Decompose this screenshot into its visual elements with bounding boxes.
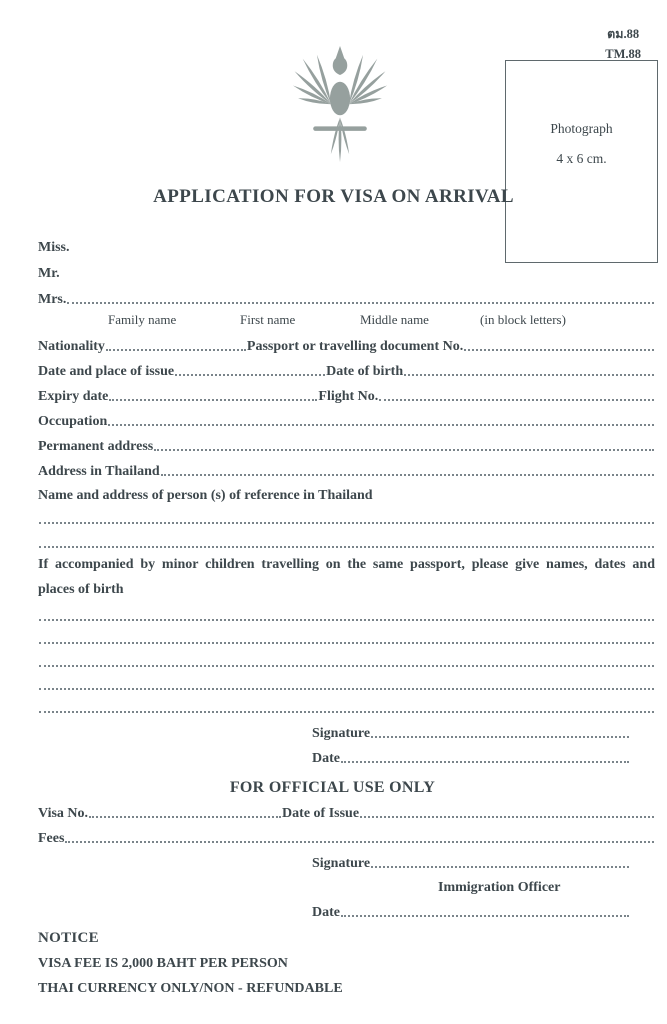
visa-no-label: Visa No. xyxy=(38,806,89,821)
reference-fill-line-2 xyxy=(39,546,654,548)
expiry-date-label: Expiry date xyxy=(38,389,109,404)
children-fill-row-5 xyxy=(38,694,655,717)
expiry-date-fill-line xyxy=(109,399,317,401)
notice-currency-label: THAI CURRENCY ONLY/NON - REFUNDABLE xyxy=(38,981,343,996)
family-name-label: Family name xyxy=(108,312,177,327)
applicant-date-fill-line xyxy=(341,761,629,763)
garuda-emblem-icon xyxy=(284,46,396,180)
children-fill-line-5 xyxy=(39,711,654,713)
block-letters-label: (in block letters) xyxy=(480,312,566,327)
reference-fill-row-2 xyxy=(38,528,655,552)
officer-date-row xyxy=(38,896,630,921)
minor-children-line1: If accompanied by minor children travelling on the same passport, please give names, dates and xyxy=(38,557,655,572)
officer-date-label: Date xyxy=(312,905,340,920)
photograph-label: Photograph xyxy=(550,121,613,136)
children-fill-row-3 xyxy=(38,648,655,671)
permanent-address-label: Permanent address xyxy=(38,439,154,454)
fees-fill-line xyxy=(65,841,654,843)
name-sublabels-row xyxy=(38,308,655,330)
date-place-issue-fill-line xyxy=(175,374,325,376)
children-fill-row-2 xyxy=(38,625,655,648)
applicant-date-row xyxy=(38,742,630,767)
date-of-issue-label: Date of Issue xyxy=(282,806,360,821)
prefix-mr-label: Mr. xyxy=(38,266,60,281)
children-fill-line-3 xyxy=(39,665,654,667)
notice-fee-row xyxy=(38,947,655,972)
notice-heading xyxy=(38,921,655,947)
reference-fill-line-1 xyxy=(39,522,654,524)
issue-row xyxy=(38,355,655,380)
first-name-label: First name xyxy=(240,312,296,327)
applicant-date-label: Date xyxy=(312,751,340,766)
fees-row xyxy=(38,822,655,847)
form-title: APPLICATION FOR VISA ON ARRIVAL xyxy=(153,186,514,207)
notice-currency-row xyxy=(38,972,655,997)
date-of-issue-fill-line xyxy=(360,816,654,818)
reference-row xyxy=(38,480,655,504)
children-fill-line-1 xyxy=(39,619,654,621)
address-thailand-fill-line xyxy=(161,474,654,476)
occupation-row xyxy=(38,405,655,430)
expiry-row xyxy=(38,380,655,405)
permanent-address-fill-line xyxy=(154,449,654,451)
passport-no-fill-line xyxy=(464,349,654,351)
reference-label: Name and address of person (s) of reference in Thailand xyxy=(38,488,373,503)
immigration-officer-label: Immigration Officer xyxy=(438,880,561,895)
prefix-miss-label: Miss. xyxy=(38,240,70,255)
prefix-row-mr xyxy=(38,256,655,282)
notice-fee-label: VISA FEE IS 2,000 BAHT PER PERSON xyxy=(38,956,288,971)
children-fill-line-4 xyxy=(39,688,654,690)
form-number xyxy=(605,24,641,64)
applicant-signature-label: Signature xyxy=(312,726,371,741)
date-of-birth-label: Date of birth xyxy=(326,364,404,379)
occupation-fill-line xyxy=(108,424,654,426)
form-number-en: TM.88 xyxy=(605,47,641,61)
fees-label: Fees xyxy=(38,831,65,846)
reference-fill-row-1 xyxy=(38,504,655,528)
applicant-signature-fill-line xyxy=(371,736,629,738)
date-place-issue-label: Date and place of issue xyxy=(38,364,175,379)
minor-children-paragraph xyxy=(38,552,655,602)
visa-no-fill-line xyxy=(89,816,281,818)
permanent-address-row xyxy=(38,430,655,455)
children-fill-line-2 xyxy=(39,642,654,644)
minor-children-line2: places of birth xyxy=(38,582,124,597)
prefix-mrs-label: Mrs. xyxy=(38,292,67,307)
visa-no-row xyxy=(38,797,655,822)
officer-signature-fill-line xyxy=(371,866,629,868)
form-body xyxy=(38,230,655,997)
notice-heading-label: NOTICE xyxy=(38,930,99,946)
address-thailand-row xyxy=(38,455,655,480)
passport-no-label: Passport or travelling document No. xyxy=(246,339,464,354)
applicant-signature-row xyxy=(38,717,630,742)
prefix-row-miss xyxy=(38,230,655,256)
official-use-heading: FOR OFFICIAL USE ONLY xyxy=(229,779,436,796)
form-number-thai: ตม.88 xyxy=(607,27,640,41)
middle-name-label: Middle name xyxy=(360,312,429,327)
nationality-fill-line xyxy=(106,349,246,351)
officer-signature-row xyxy=(38,847,630,872)
prefix-row-mrs xyxy=(38,282,655,308)
photograph-size-label: 4 x 6 cm. xyxy=(556,151,607,166)
flight-no-fill-line xyxy=(379,399,654,401)
immigration-officer-row xyxy=(38,872,655,896)
officer-signature-label: Signature xyxy=(312,856,371,871)
name-fill-line xyxy=(67,302,654,304)
nationality-label: Nationality xyxy=(38,339,105,354)
flight-no-label: Flight No. xyxy=(318,389,379,404)
nationality-row xyxy=(38,330,655,355)
address-thailand-label: Address in Thailand xyxy=(38,464,160,479)
children-fill-row-1 xyxy=(38,602,655,625)
occupation-label: Occupation xyxy=(38,414,108,429)
officer-date-fill-line xyxy=(341,915,629,917)
date-of-birth-fill-line xyxy=(404,374,654,376)
children-fill-row-4 xyxy=(38,671,655,694)
